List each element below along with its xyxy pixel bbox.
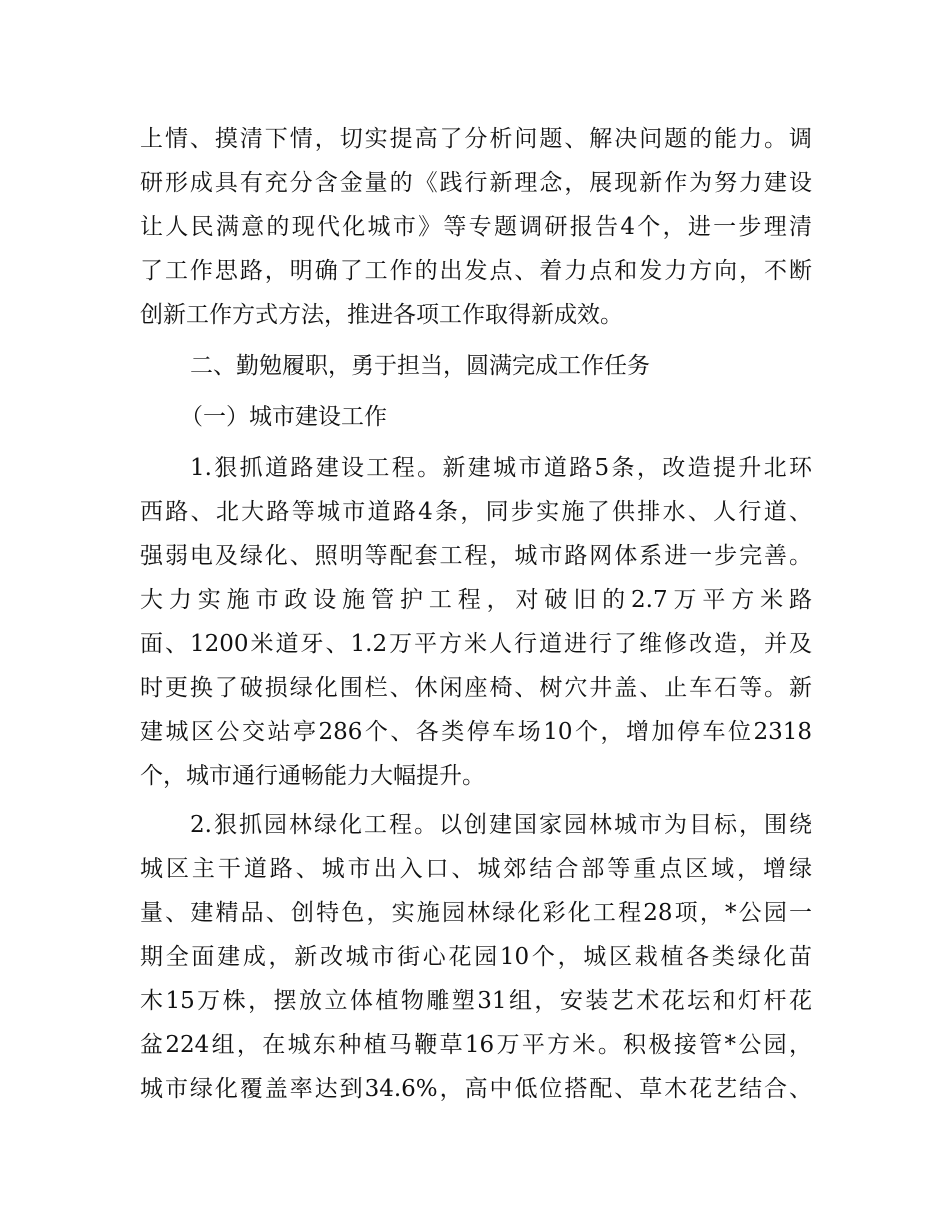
paragraph-line: 量、建精品、创特色，实施园林绿化彩化工程28项，*公园一 [140, 900, 812, 926]
paragraph-line: 西路、北大路等城市道路4条，同步实施了供排水、人行道、 [140, 499, 812, 525]
paragraph-line: 1.狠抓道路建设工程。新建城市道路5条，改造提升北环 [190, 455, 812, 481]
document-body [140, 117, 812, 1111]
paragraph-line: 面、1200米道牙、1.2万平方米人行道进行了维修改造，并及 [140, 631, 812, 657]
paragraph-line: 盆224组，在城东种植马鞭草16万平方米。积极接管*公园， [140, 1032, 812, 1058]
paragraph-line: 建城区公交站亭286个、各类停车场10个，增加停车位2318 [140, 719, 812, 745]
paragraph-line: 城市绿化覆盖率达到34.6%，高中低位搭配、草木花艺结合、 [140, 1076, 812, 1102]
paragraph-line: 研形成具有充分含金量的《践行新理念，展现新作为努力建设 [140, 170, 812, 196]
paragraph-line: 了工作思路，明确了工作的出发点、着力点和发力方向，不断 [140, 258, 812, 284]
paragraph-line: 个，城市通行通畅能力大幅提升。 [140, 763, 485, 789]
paragraph-line: 大力实施市政设施管护工程，对破旧的2.7万平方米路 [140, 587, 812, 613]
paragraph-line: 创新工作方式方法，推进各项工作取得新成效。 [140, 302, 623, 328]
subsection-heading: （一）城市建设工作 [180, 404, 387, 430]
paragraph-line: 时更换了破损绿化围栏、休闲座椅、树穴井盖、止车石等。新 [140, 675, 812, 701]
section-heading: 二、勤勉履职，勇于担当，圆满完成工作任务 [190, 353, 650, 379]
paragraph-line: 期全面建成，新改城市街心花园10个，城区栽植各类绿化苗 [140, 944, 812, 970]
paragraph-line: 上情、摸清下情，切实提高了分析问题、解决问题的能力。调 [140, 126, 812, 152]
paragraph-road-construction [140, 446, 812, 798]
paragraph-line: 木15万株，摆放立体植物雕塑31组，安装艺术花坛和灯杆花 [140, 988, 812, 1014]
paragraph-line: 强弱电及绿化、照明等配套工程，城市路网体系进一步完善。 [140, 543, 812, 569]
paragraph-line: 城区主干道路、城市出入口、城郊结合部等重点区域，增绿 [140, 856, 812, 882]
paragraph-landscaping [140, 803, 812, 1111]
paragraph-line: 让人民满意的现代化城市》等专题调研报告4个，进一步理清 [140, 214, 812, 240]
paragraph-line: 2.狠抓园林绿化工程。以创建国家园林城市为目标，围绕 [190, 812, 812, 838]
paragraph-intro [140, 117, 812, 337]
